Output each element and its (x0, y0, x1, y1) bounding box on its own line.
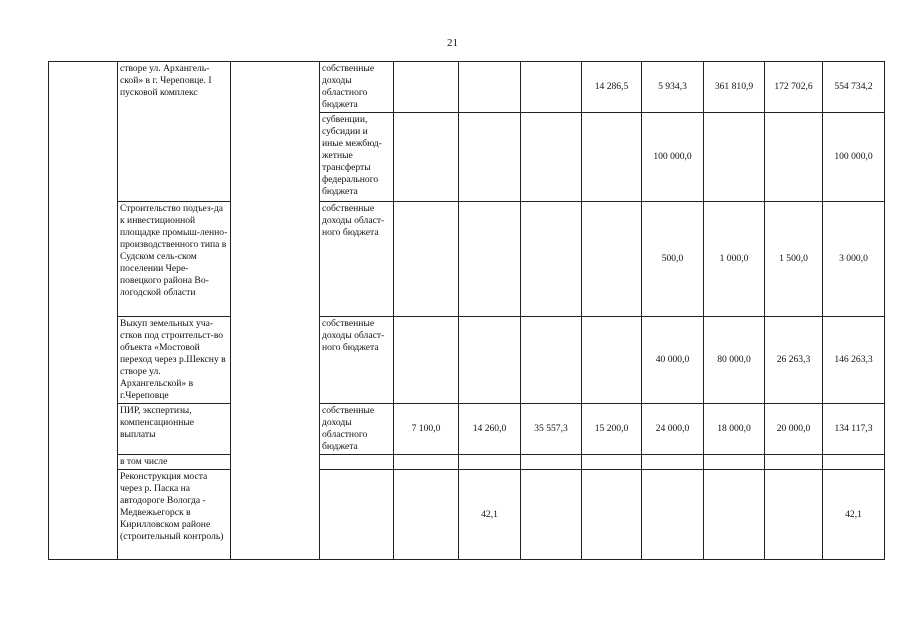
total-cell: 554 734,2 (823, 62, 885, 113)
total-cell (823, 455, 885, 470)
object-name-cell: Выкуп земельных уча-стков под строительст-во объекта «Мостовой переход через р.Шексну в створе ул. Архангельской» в г.Череповце (118, 317, 231, 404)
value-cell (521, 202, 582, 317)
funding-source-cell: собственные доходы областного бюджета (320, 404, 394, 455)
funding-source-cell: субвенции, субсидии и иные межбюд-жетные трансферты федерального бюджета (320, 113, 394, 202)
value-cell: 5 934,3 (642, 62, 704, 113)
value-cell (521, 113, 582, 202)
value-cell (394, 470, 459, 560)
value-cell (394, 202, 459, 317)
value-cell (582, 113, 642, 202)
table-row (49, 317, 885, 404)
value-cell: 1 000,0 (704, 202, 765, 317)
program-cell (49, 62, 118, 560)
value-cell (765, 470, 823, 560)
value-cell: 15 200,0 (582, 404, 642, 455)
value-cell (582, 455, 642, 470)
value-cell (582, 470, 642, 560)
value-cell (394, 113, 459, 202)
total-cell: 42,1 (823, 470, 885, 560)
total-cell: 134 117,3 (823, 404, 885, 455)
value-cell: 42,1 (459, 470, 521, 560)
value-cell (704, 113, 765, 202)
value-cell (521, 317, 582, 404)
value-cell (642, 455, 704, 470)
value-cell: 172 702,6 (765, 62, 823, 113)
value-cell (394, 455, 459, 470)
value-cell: 100 000,0 (642, 113, 704, 202)
value-cell (704, 455, 765, 470)
funding-source-cell: собственные доходы област-ного бюджета (320, 317, 394, 404)
value-cell: 20 000,0 (765, 404, 823, 455)
value-cell (459, 317, 521, 404)
value-cell (582, 202, 642, 317)
value-cell: 1 500,0 (765, 202, 823, 317)
value-cell: 7 100,0 (394, 404, 459, 455)
object-name-cell: в том числе (118, 455, 231, 470)
table-row (49, 455, 885, 470)
value-cell (765, 455, 823, 470)
funding-source-cell (320, 470, 394, 560)
value-cell (459, 113, 521, 202)
table-row (49, 62, 885, 113)
value-cell: 80 000,0 (704, 317, 765, 404)
funding-source-cell (320, 455, 394, 470)
value-cell: 361 810,9 (704, 62, 765, 113)
value-cell (521, 470, 582, 560)
value-cell (765, 113, 823, 202)
budget-table (48, 61, 885, 560)
value-cell (521, 455, 582, 470)
page-number: 21 (447, 37, 458, 49)
total-cell: 3 000,0 (823, 202, 885, 317)
value-cell (642, 470, 704, 560)
value-cell: 40 000,0 (642, 317, 704, 404)
table-row (49, 202, 885, 317)
funding-source-cell: собственные доходы областного бюджета (320, 62, 394, 113)
value-cell (459, 202, 521, 317)
table-row (49, 470, 885, 560)
object-name-cell: Строительство подъез-да к инвестиционной площадке промыш-ленно-производственного типа в Судском сель-ском поселении Чере-повецкого района Во-логодской области (118, 202, 231, 317)
total-cell: 146 263,3 (823, 317, 885, 404)
value-cell (394, 62, 459, 113)
value-cell (521, 62, 582, 113)
value-cell: 24 000,0 (642, 404, 704, 455)
total-cell: 100 000,0 (823, 113, 885, 202)
value-cell (459, 455, 521, 470)
funding-source-cell: собственные доходы област-ного бюджета (320, 202, 394, 317)
value-cell: 35 557,3 (521, 404, 582, 455)
value-cell (704, 470, 765, 560)
value-cell: 18 000,0 (704, 404, 765, 455)
value-cell: 26 263,3 (765, 317, 823, 404)
value-cell (459, 62, 521, 113)
value-cell (582, 317, 642, 404)
table-row (49, 404, 885, 455)
executor-cell (231, 62, 320, 560)
object-name-cell: створе ул. Архангель-ской» в г. Череповце. I пусковой комплекс (118, 62, 231, 202)
value-cell (394, 317, 459, 404)
value-cell: 500,0 (642, 202, 704, 317)
value-cell: 14 286,5 (582, 62, 642, 113)
value-cell: 14 260,0 (459, 404, 521, 455)
object-name-cell: ПИР, экспертизы, компенсационные выплаты (118, 404, 231, 455)
object-name-cell: Реконструкция моста через р. Паска на автодороге Вологда - Медвежьегорск в Кирилловском районе (строительный контроль) (118, 470, 231, 560)
